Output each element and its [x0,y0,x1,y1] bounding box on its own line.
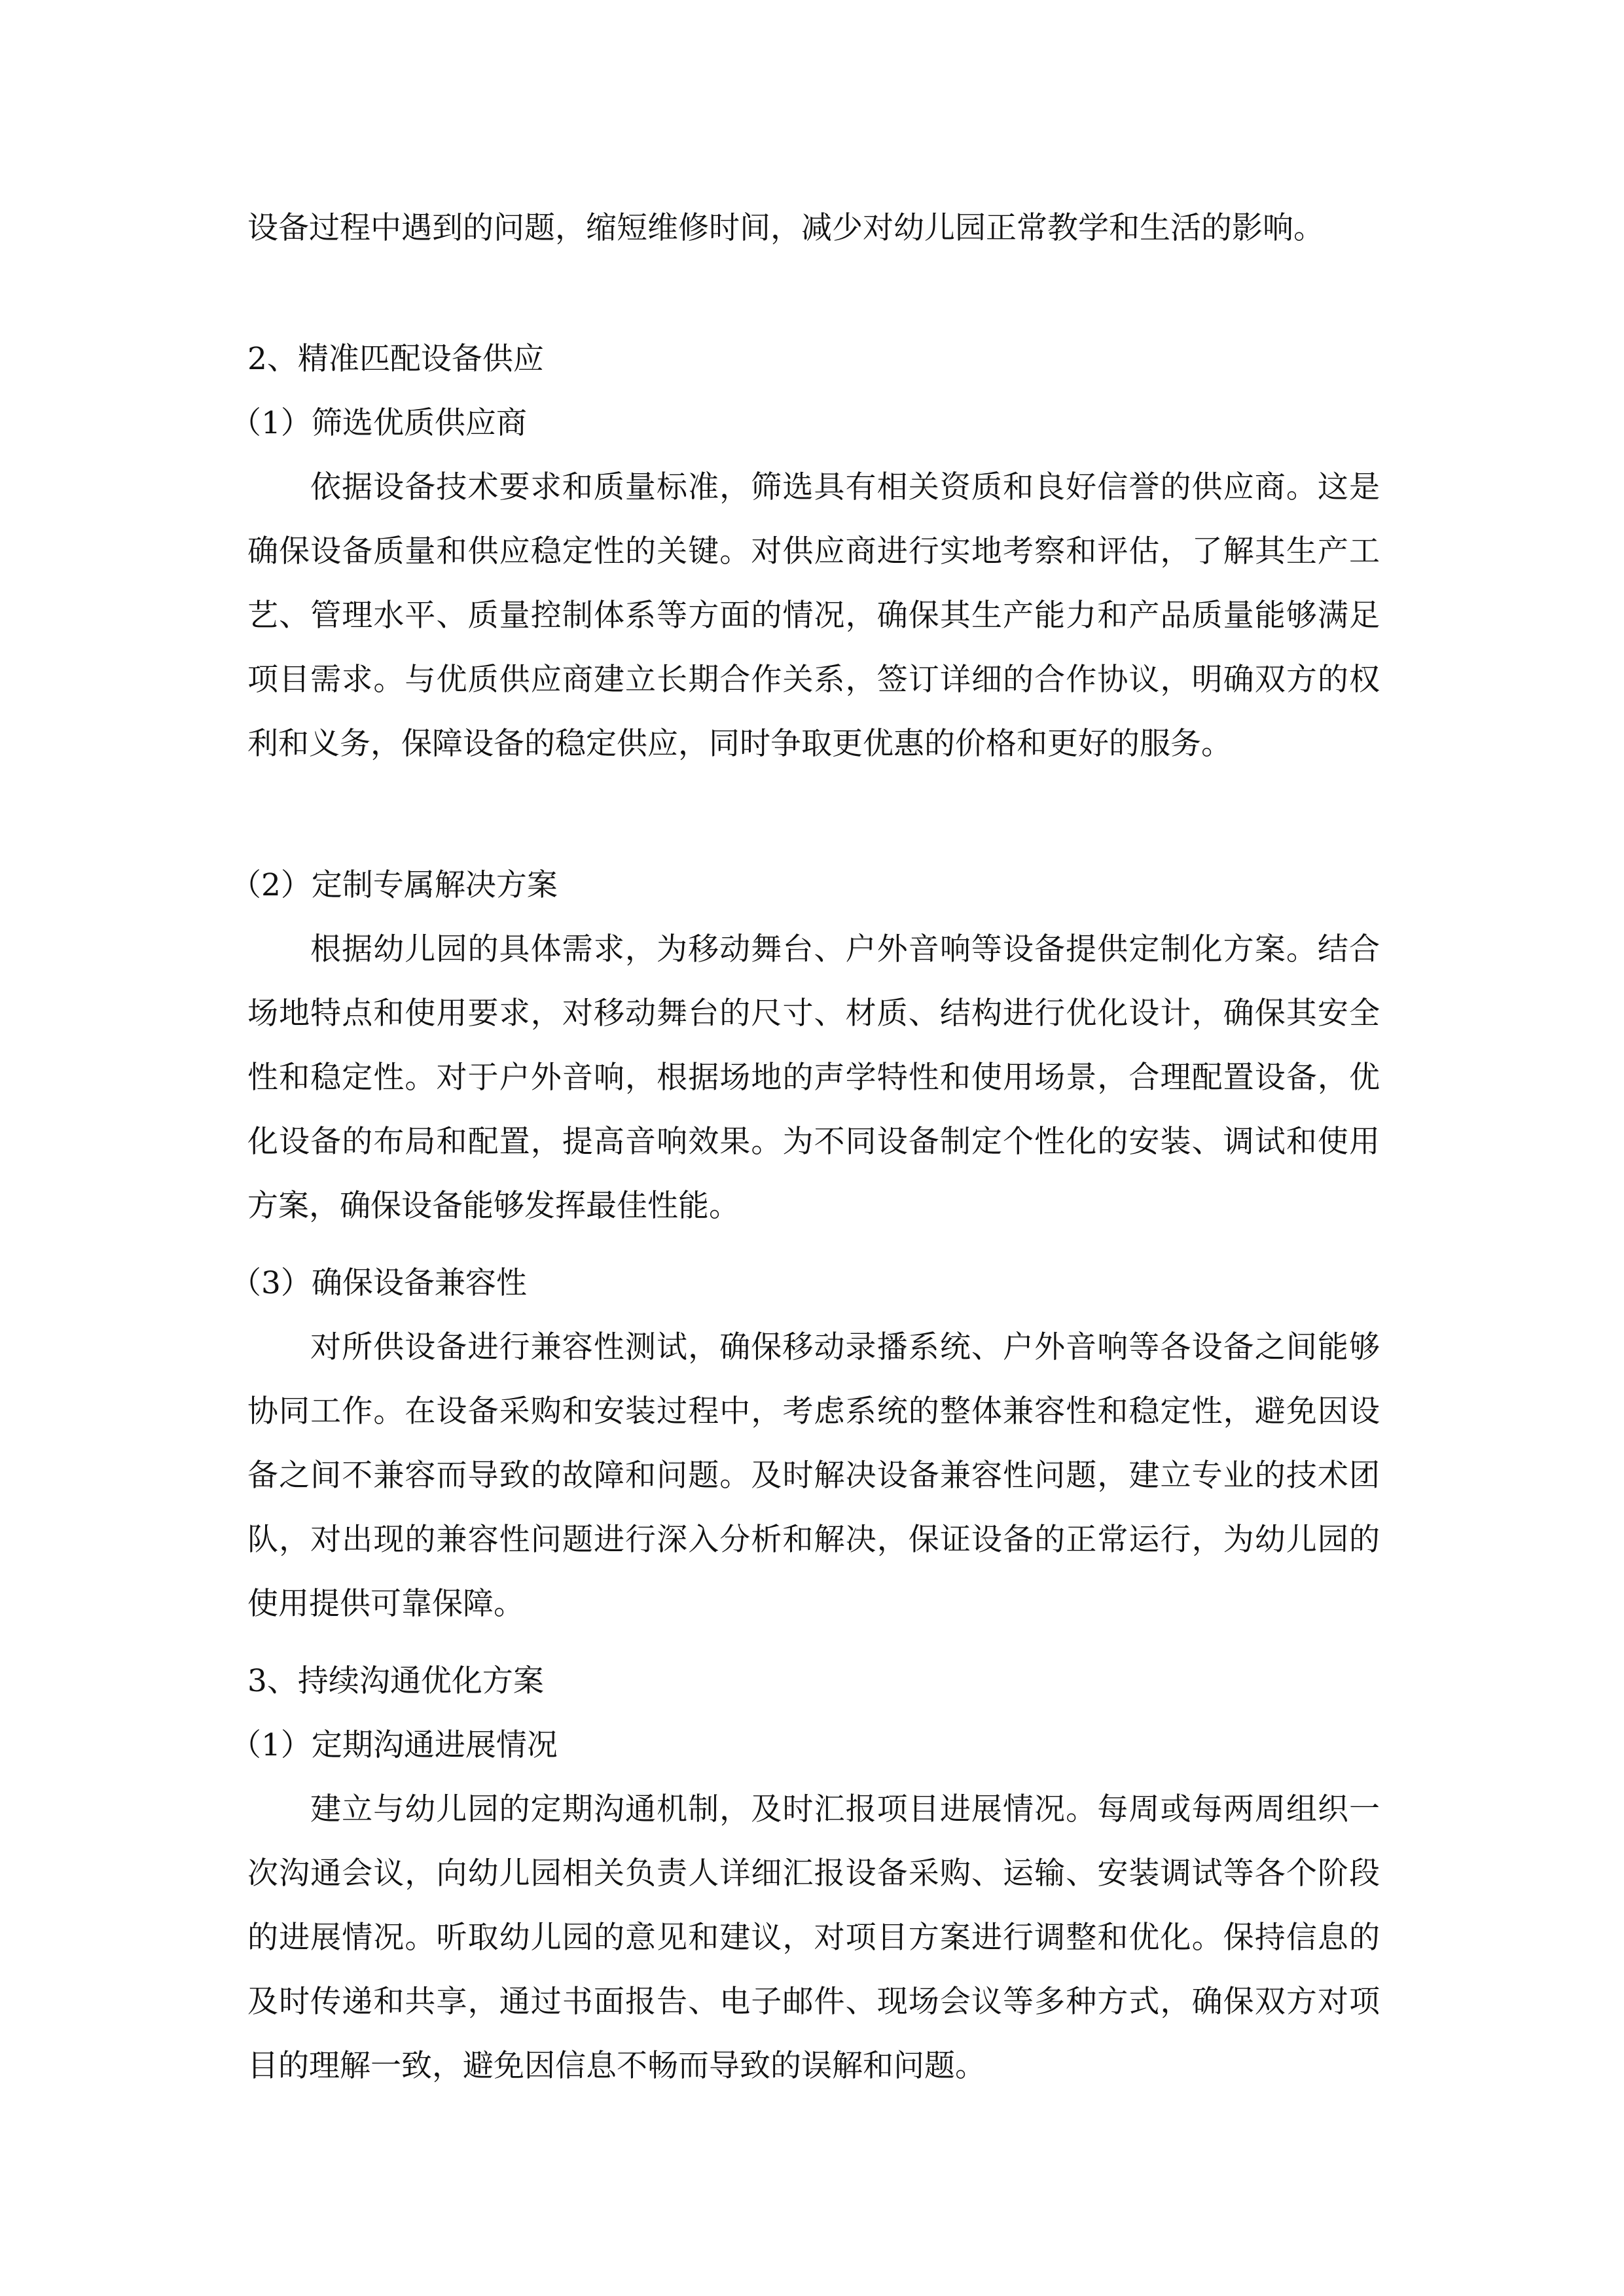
section-3-1-body: 建立与幼儿园的定期沟通机制，及时汇报项目进展情况。每周或每两周组织一次沟通会议，向幼儿园相关负责人详细汇报设备采购、运输、安装调试等各个阶段的进展情况。听取幼儿园的意见和建议，对项目方案进行调整和优化。保持信息的及时传递和共享，通过书面报告、电子邮件、现场会议等多种方式，确保双方对项目的理解一致，避免因信息不畅而导致的误解和问题。 [247,1791,1380,2084]
section-2-3-body: 对所供设备进行兼容性测试，确保移动录播系统、户外音响等各设备之间能够协同工作。在设备采购和安装过程中，考虑系统的整体兼容性和稳定性，避免因设备之间不兼容而导致的故障和问题。及时解决设备兼容性问题，建立专业的技术团队，对出现的兼容性问题进行深入分析和解决，保证设备的正常运行，为幼儿园的使用提供可靠保障。 [247,1329,1380,1622]
section-2-2-body: 根据幼儿园的具体需求，为移动舞台、户外音响等设备提供定制化方案。结合场地特点和使用要求，对移动舞台的尺寸、材质、结构进行优化设计，确保其安全性和稳定性。对于户外音响，根据场地的声学特性和使用场景，合理配置设备，优化设备的布局和配置，提高音响效果。为不同设备制定个性化的安装、调试和使用方案，确保设备能够发挥最佳性能。 [247,931,1380,1224]
section-3-heading: 3、持续沟通优化方案 [247,1663,544,1699]
section-2-1-body: 依据设备技术要求和质量标准，筛选具有相关资质和良好信誉的供应商。这是确保设备质量和供应稳定性的关键。对供应商进行实地考察和评估，了解其生产工艺、管理水平、质量控制体系等方面的情况，确保其生产能力和产品质量能够满足项目需求。与优质供应商建立长期合作关系，签订详细的合作协议，明确双方的权利和义务，保障设备的稳定供应，同时争取更优惠的价格和更好的服务。 [247,469,1380,762]
section-3-1-heading: （1）定期沟通进展情况 [230,1727,558,1763]
section-2-2-heading: （2）定制专属解决方案 [230,867,558,903]
continuation-paragraph: 设备过程中遇到的问题，缩短维修时间，减少对幼儿园正常教学和生活的影响。 [247,210,1324,246]
section-2-1-heading: （1）筛选优质供应商 [230,405,527,441]
section-2-heading: 2、精准匹配设备供应 [247,341,544,377]
section-2-3-heading: （3）确保设备兼容性 [230,1265,527,1301]
